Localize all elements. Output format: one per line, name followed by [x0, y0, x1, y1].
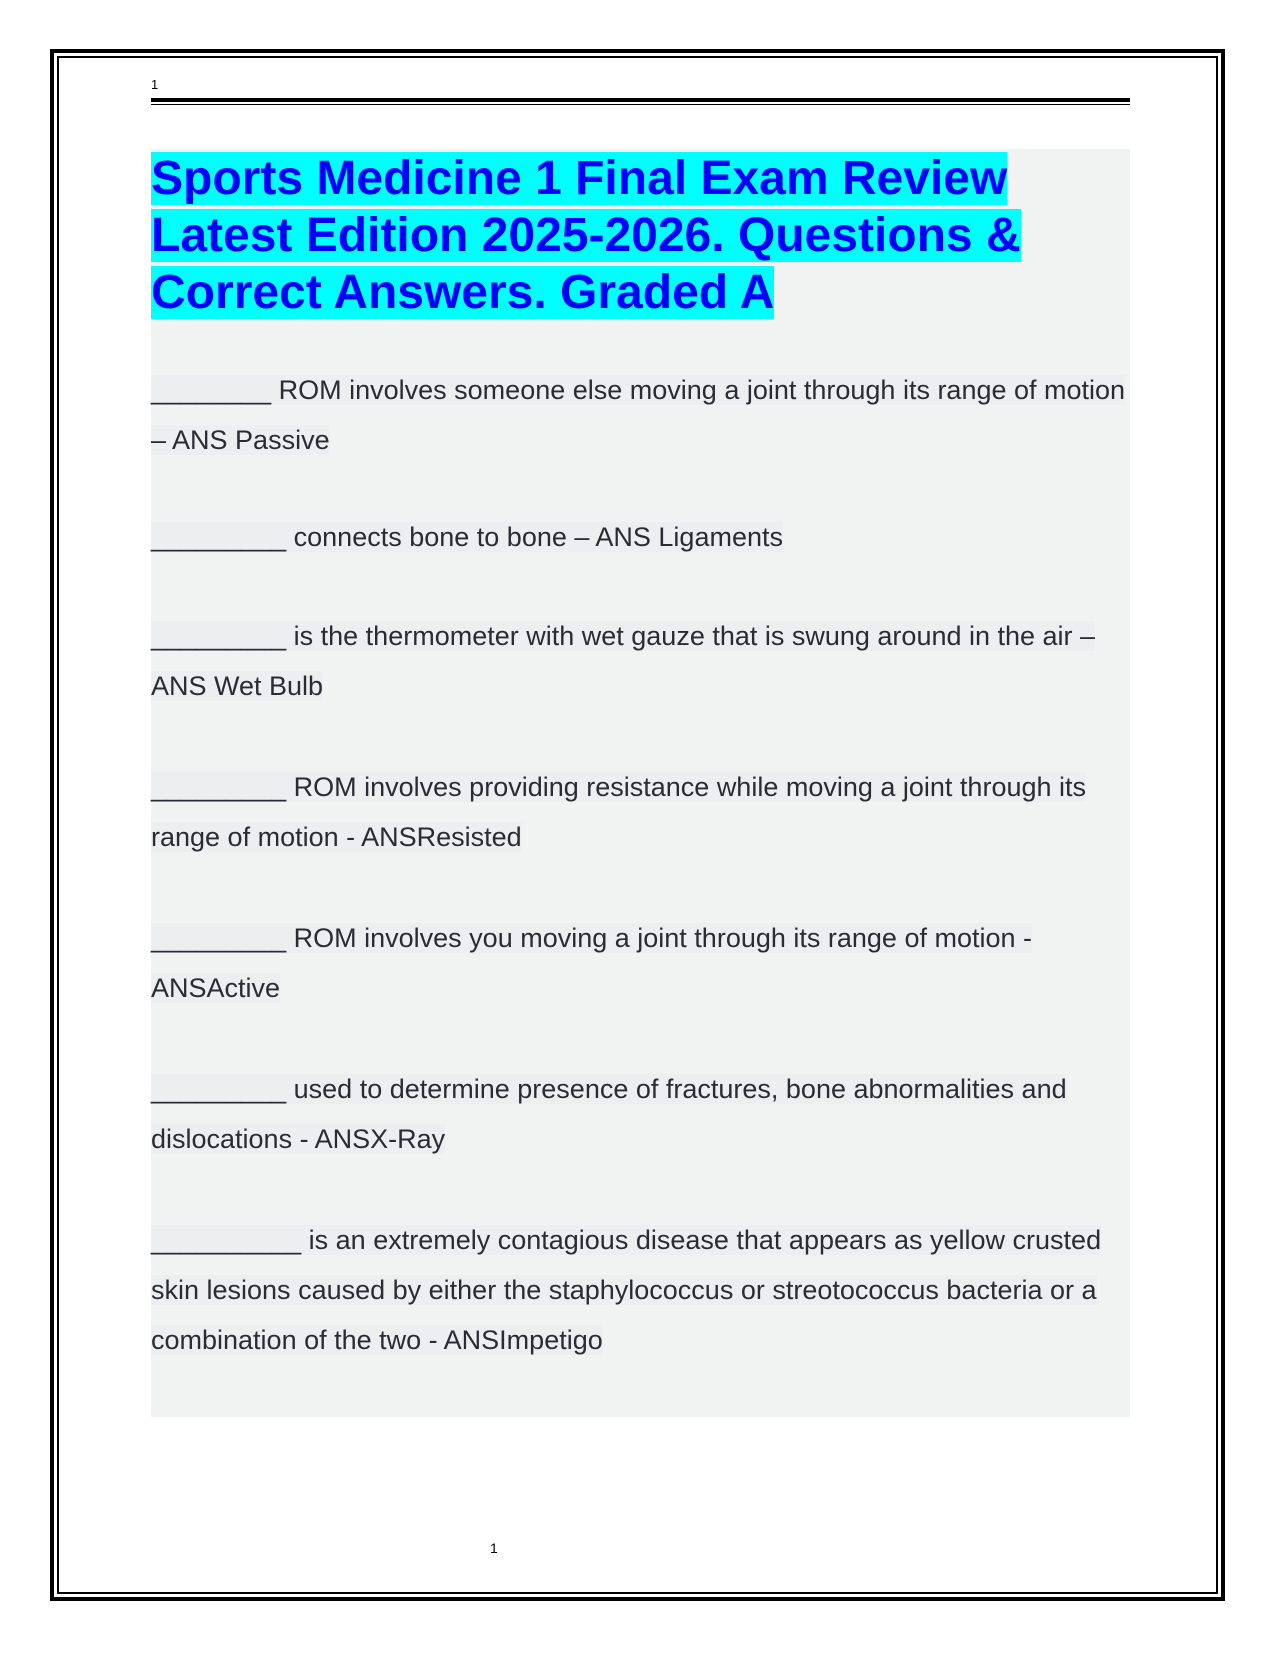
header-rule-thick: [151, 98, 1130, 102]
qa-item-text: _________ is the thermometer with wet gauze that is swung around in the air – ANS Wet Bulb: [151, 621, 1096, 701]
qa-item: [151, 611, 1130, 711]
qa-item-text: _________ ROM involves providing resistance while moving a joint through its range of motion - ANSResisted: [151, 772, 1087, 852]
header-rule-thin: [151, 104, 1130, 105]
qa-item: [151, 365, 1130, 465]
qa-item: [151, 762, 1130, 862]
document-title: [151, 150, 1130, 321]
qa-item: [151, 913, 1130, 1013]
qa-item-text: __________ is an extremely contagious disease that appears as yellow crusted skin lesions caused by either the staphylococcus or streotococcus bacteria or a combination of the two - ANSImpetigo: [151, 1225, 1102, 1355]
qa-item-text: ________ ROM involves someone else moving a joint through its range of motion – ANS Passive: [151, 375, 1126, 455]
qa-item: [151, 1215, 1130, 1365]
document-title-text: Sports Medicine 1 Final Exam Review Latest Edition 2025-2026. Questions & Correct Answers. Graded A: [151, 152, 1021, 319]
qa-item-text: _________ connects bone to bone – ANS Ligaments: [151, 522, 783, 552]
qa-item: [151, 512, 1130, 562]
qa-item: [151, 1064, 1130, 1164]
qa-item-text: _________ used to determine presence of fractures, bone abnormalities and dislocations - ANSX-Ray: [151, 1074, 1067, 1154]
qa-item-text: _________ ROM involves you moving a joint through its range of motion - ANSActive: [151, 923, 1032, 1003]
header-page-number: 1: [151, 77, 159, 92]
footer-page-number: 1: [490, 1540, 498, 1556]
